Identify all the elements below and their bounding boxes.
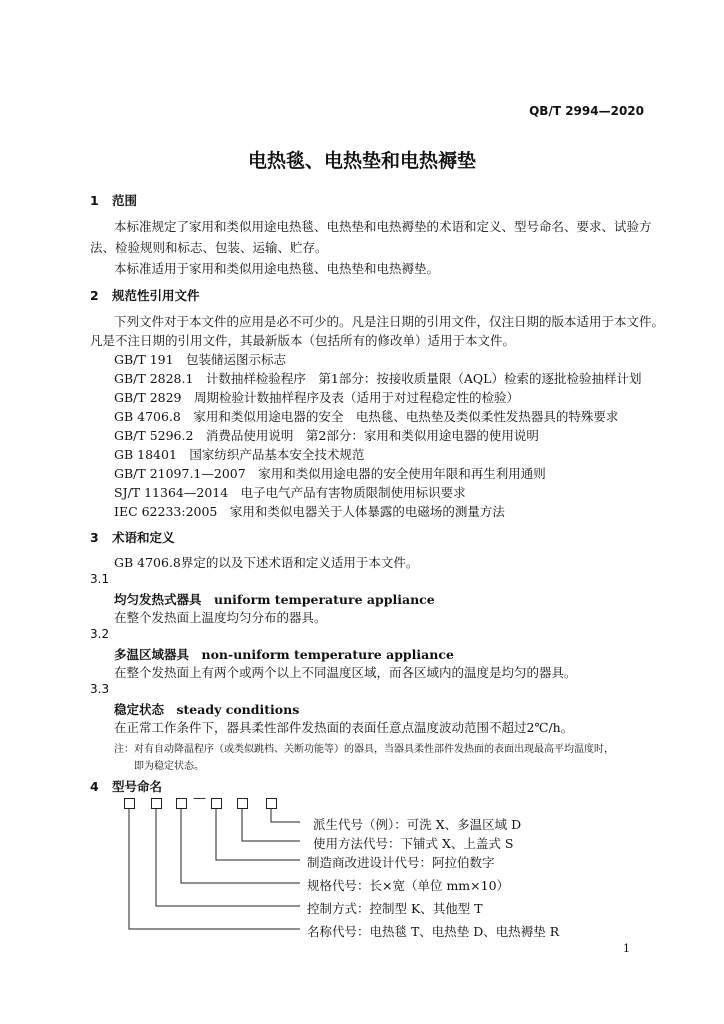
paragraph-line: 凡是不注日期的引用文件，其最新版本（包括所有的修改单）适用于本文件。 (90, 333, 516, 348)
reference-item: GB/T 191 包装储运图示标志 (114, 352, 287, 367)
paragraph-line: 本标准规定了家用和类似用途电热毯、电热垫和电热褥垫的术语和定义、型号命名、要求、试验方 (114, 219, 652, 234)
reference-item: GB 4706.8 家用和类似用途电器的安全 电热毯、电热垫及类似柔性发热器具的特殊要求 (114, 409, 619, 424)
standard-number: QB/T 2994—2020 (529, 104, 644, 118)
reference-item: IEC 62233:2005 家用和类似电器关于人体暴露的电磁场的测量方法 (114, 504, 505, 519)
section-title: 规范性引用文件 (112, 288, 200, 303)
reference-item: GB/T 2828.1 计数抽样检验程序 第1部分：按接收质量限（AQL）检索的逐批检验抽样计划 (114, 371, 642, 386)
code-label: 名称代号：电热毯 T、电热垫 D、电热褥垫 R (307, 924, 560, 939)
page-number: 1 (623, 942, 630, 955)
term-definition: 在整个发热面上温度均匀分布的器具。 (114, 610, 327, 625)
section-number: 3 (90, 530, 99, 545)
clause-number: 3.1 (90, 572, 110, 586)
reference-item: GB 18401 国家纺织产品基本安全技术规范 (114, 447, 365, 462)
paragraph-line: 本标准适用于家用和类似用途电热毯、电热垫和电热褥垫。 (114, 261, 440, 276)
paragraph-line: GB 4706.8界定的以及下述术语和定义适用于本文件。 (114, 555, 419, 570)
code-dash: — (193, 791, 206, 806)
code-label: 派生代号（例）：可洗 X、多温区域 D (313, 817, 522, 832)
code-label: 规格代号：长×宽（单位 mm×10） (307, 878, 510, 893)
term-heading: 均匀发热式器具 uniform temperature appliance (114, 592, 435, 607)
code-label: 使用方法代号：下铺式 X、上盖式 S (313, 836, 514, 851)
reference-item: SJ/T 11364—2014 电子电气产品有害物质限制使用标识要求 (114, 485, 466, 500)
term-heading: 多温区域器具 non-uniform temperature appliance (114, 647, 454, 662)
paragraph-line: 下列文件对于本文件的应用是必不可少的。凡是注日期的引用文件，仅注日期的版本适用于本文件。 (114, 314, 665, 329)
reference-item: GB/T 21097.1—2007 家用和类似用途电器的安全使用年限和再生利用通则 (114, 466, 546, 481)
term-definition: 在正常工作条件下，器具柔性部件发热面的表面任意点温度波动范围不超过2℃/h。 (114, 720, 574, 735)
section-number: 1 (90, 193, 99, 208)
note-line: 即为稳定状态。 (134, 761, 204, 772)
reference-item: GB/T 5296.2 消费品使用说明 第2部分：家用和类似用途电器的使用说明 (114, 428, 539, 443)
reference-item: GB/T 2829 周期检验计数抽样程序及表（适用于对过程稳定性的检验） (114, 390, 520, 405)
paragraph-line: 法、检验规则和标志、包装、运输、贮存。 (90, 240, 328, 255)
term-definition: 在整个发热面上有两个或两个以上不同温度区域，而各区域内的温度是均匀的器具。 (114, 665, 577, 680)
section-number: 4 (90, 779, 99, 794)
document-title: 电热毯、电热垫和电热褥垫 (247, 150, 476, 172)
note-line: 注：对有自动降温程序（或类似跳档、关断功能等）的器具，当器具柔性部件发热面的表面出现最高平均温度时， (114, 744, 614, 755)
section-title: 术语和定义 (112, 530, 175, 545)
clause-number: 3.3 (90, 682, 110, 696)
clause-number: 3.2 (90, 627, 110, 641)
code-label: 控制方式：控制型 K、其他型 T (307, 901, 483, 916)
section-title: 范围 (112, 193, 138, 208)
code-label: 制造商改进设计代号：阿拉伯数字 (307, 855, 495, 870)
term-heading: 稳定状态 steady conditions (114, 702, 300, 717)
section-title: 型号命名 (112, 779, 163, 794)
section-number: 2 (90, 288, 99, 303)
